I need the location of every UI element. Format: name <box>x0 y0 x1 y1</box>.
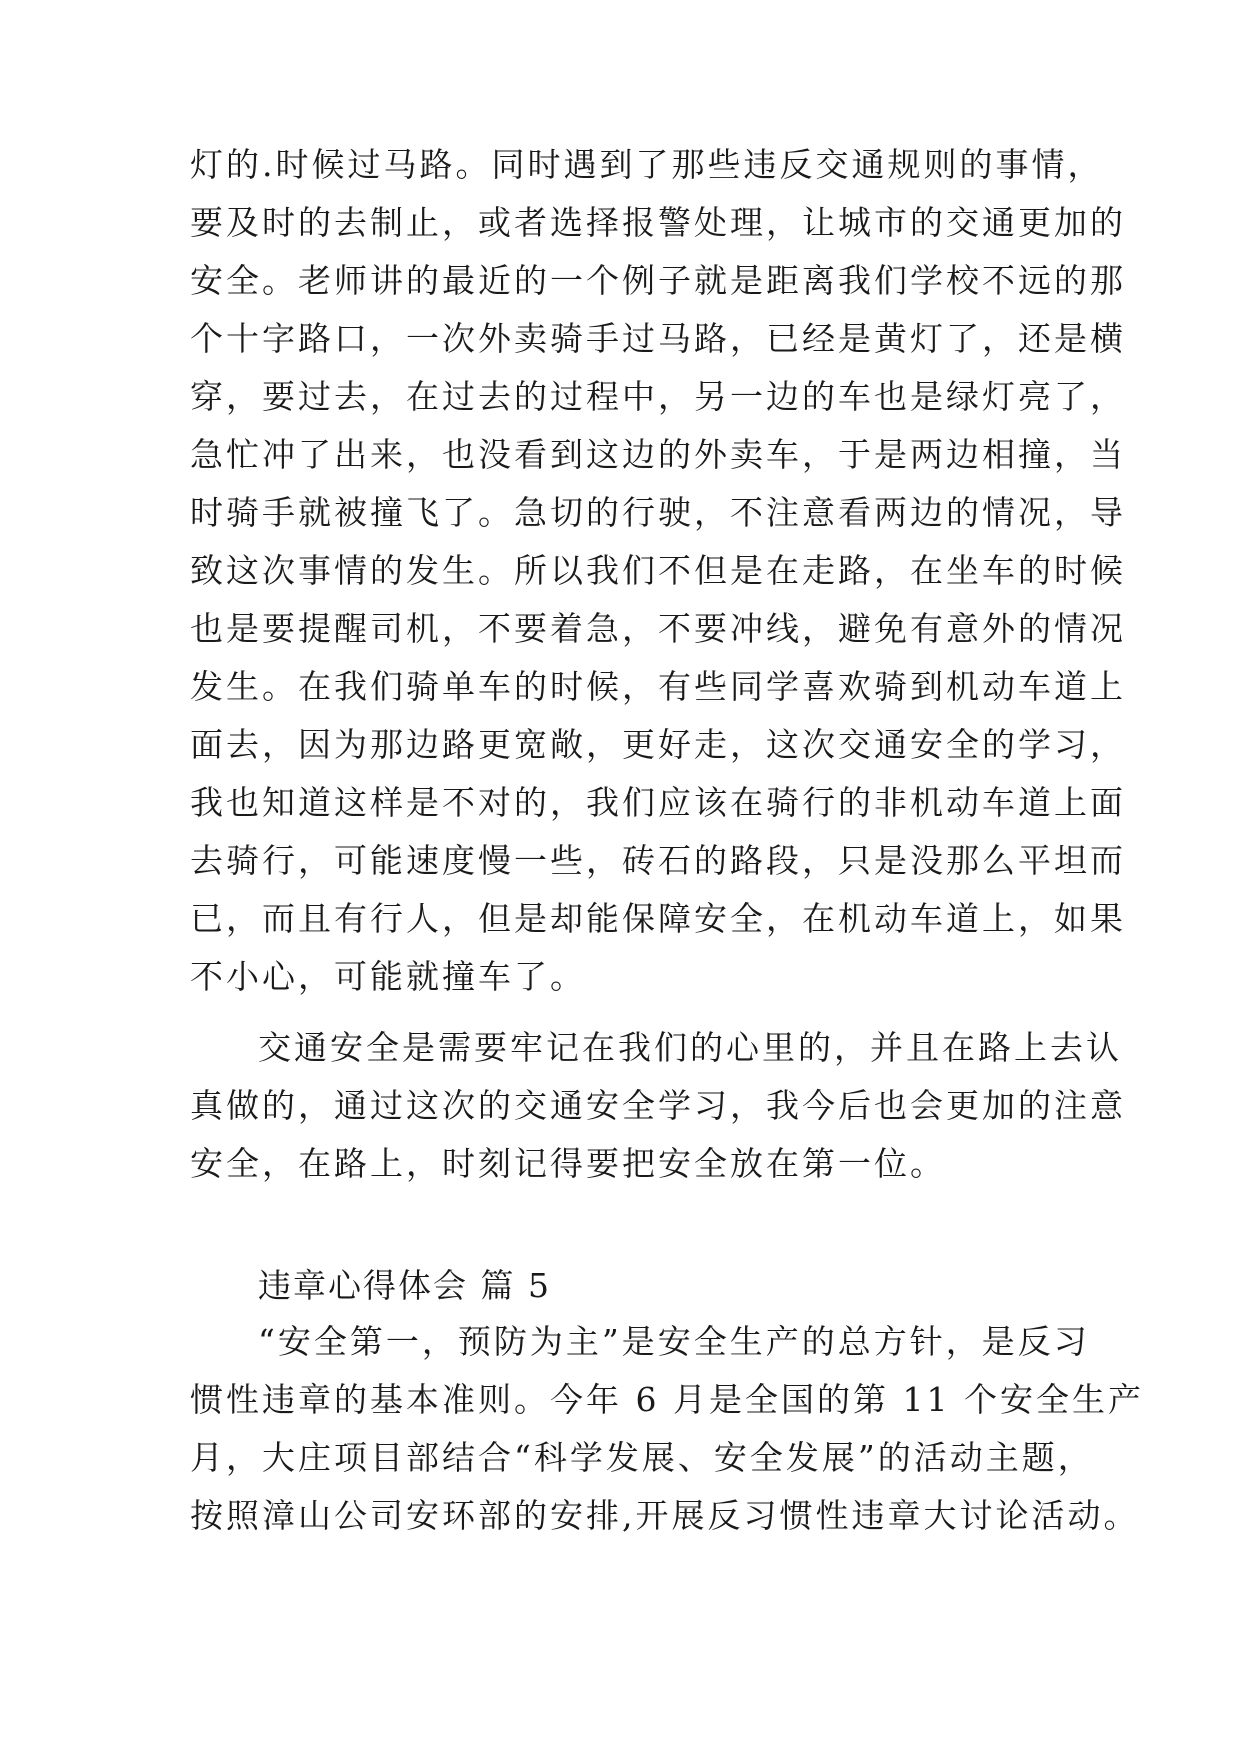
paragraph-line: 不小心，可能就撞车了。 <box>190 957 586 996</box>
paragraph-line: 致这次事情的发生。所以我们不但是在走路，在坐车的时候 <box>190 551 1126 590</box>
paragraph-line: 面去，因为那边路更宽敞，更好走，这次交通安全的学习， <box>190 725 1126 764</box>
section-heading: 违章心得体会 篇 5 <box>258 1266 551 1305</box>
paragraph-line: 已，而且有行人，但是却能保障安全，在机动车道上，如果 <box>190 899 1126 938</box>
paragraph-line: 月，大庄项目部结合“科学发展、安全发展”的活动主题， <box>190 1438 1094 1477</box>
paragraph-line: 我也知道这样是不对的，我们应该在骑行的非机动车道上面 <box>190 783 1126 822</box>
paragraph-line: 按照漳山公司安环部的安排,开展反习惯性违章大讨论活动。 <box>190 1496 1140 1535</box>
paragraph-line: 也是要提醒司机，不要着急，不要冲线，避免有意外的情况 <box>190 609 1126 648</box>
paragraph-line: 急忙冲了出来，也没看到这边的外卖车，于是两边相撞，当 <box>190 435 1126 474</box>
paragraph-line: 交通安全是需要牢记在我们的心里的，并且在路上去认 <box>258 1028 1122 1067</box>
paragraph-line: 时骑手就被撞飞了。急切的行驶，不注意看两边的情况，导 <box>190 493 1126 532</box>
paragraph-line: 安全。老师讲的最近的一个例子就是距离我们学校不远的那 <box>190 261 1126 300</box>
paragraph-line: 真做的，通过这次的交通安全学习，我今后也会更加的注意 <box>190 1086 1126 1125</box>
paragraph-line: 安全，在路上，时刻记得要把安全放在第一位。 <box>190 1144 946 1183</box>
paragraph-line: 去骑行，可能速度慢一些，砖石的路段，只是没那么平坦而 <box>190 841 1126 880</box>
paragraph-line: 个十字路口，一次外卖骑手过马路，已经是黄灯了，还是横 <box>190 319 1126 358</box>
paragraph-line: “安全第一，预防为主”是安全生产的总方针，是反习 <box>258 1322 1090 1361</box>
paragraph-line: 灯的.时候过马路。同时遇到了那些违反交通规则的事情， <box>190 145 1104 184</box>
paragraph-line: 惯性违章的基本准则。今年 6 月是全国的第 11 个安全生产 <box>190 1380 1144 1419</box>
paragraph-line: 发生。在我们骑单车的时候，有些同学喜欢骑到机动车道上 <box>190 667 1126 706</box>
paragraph-line: 要及时的去制止，或者选择报警处理，让城市的交通更加的 <box>190 203 1126 242</box>
paragraph-line: 穿，要过去，在过去的过程中，另一边的车也是绿灯亮了， <box>190 377 1126 416</box>
